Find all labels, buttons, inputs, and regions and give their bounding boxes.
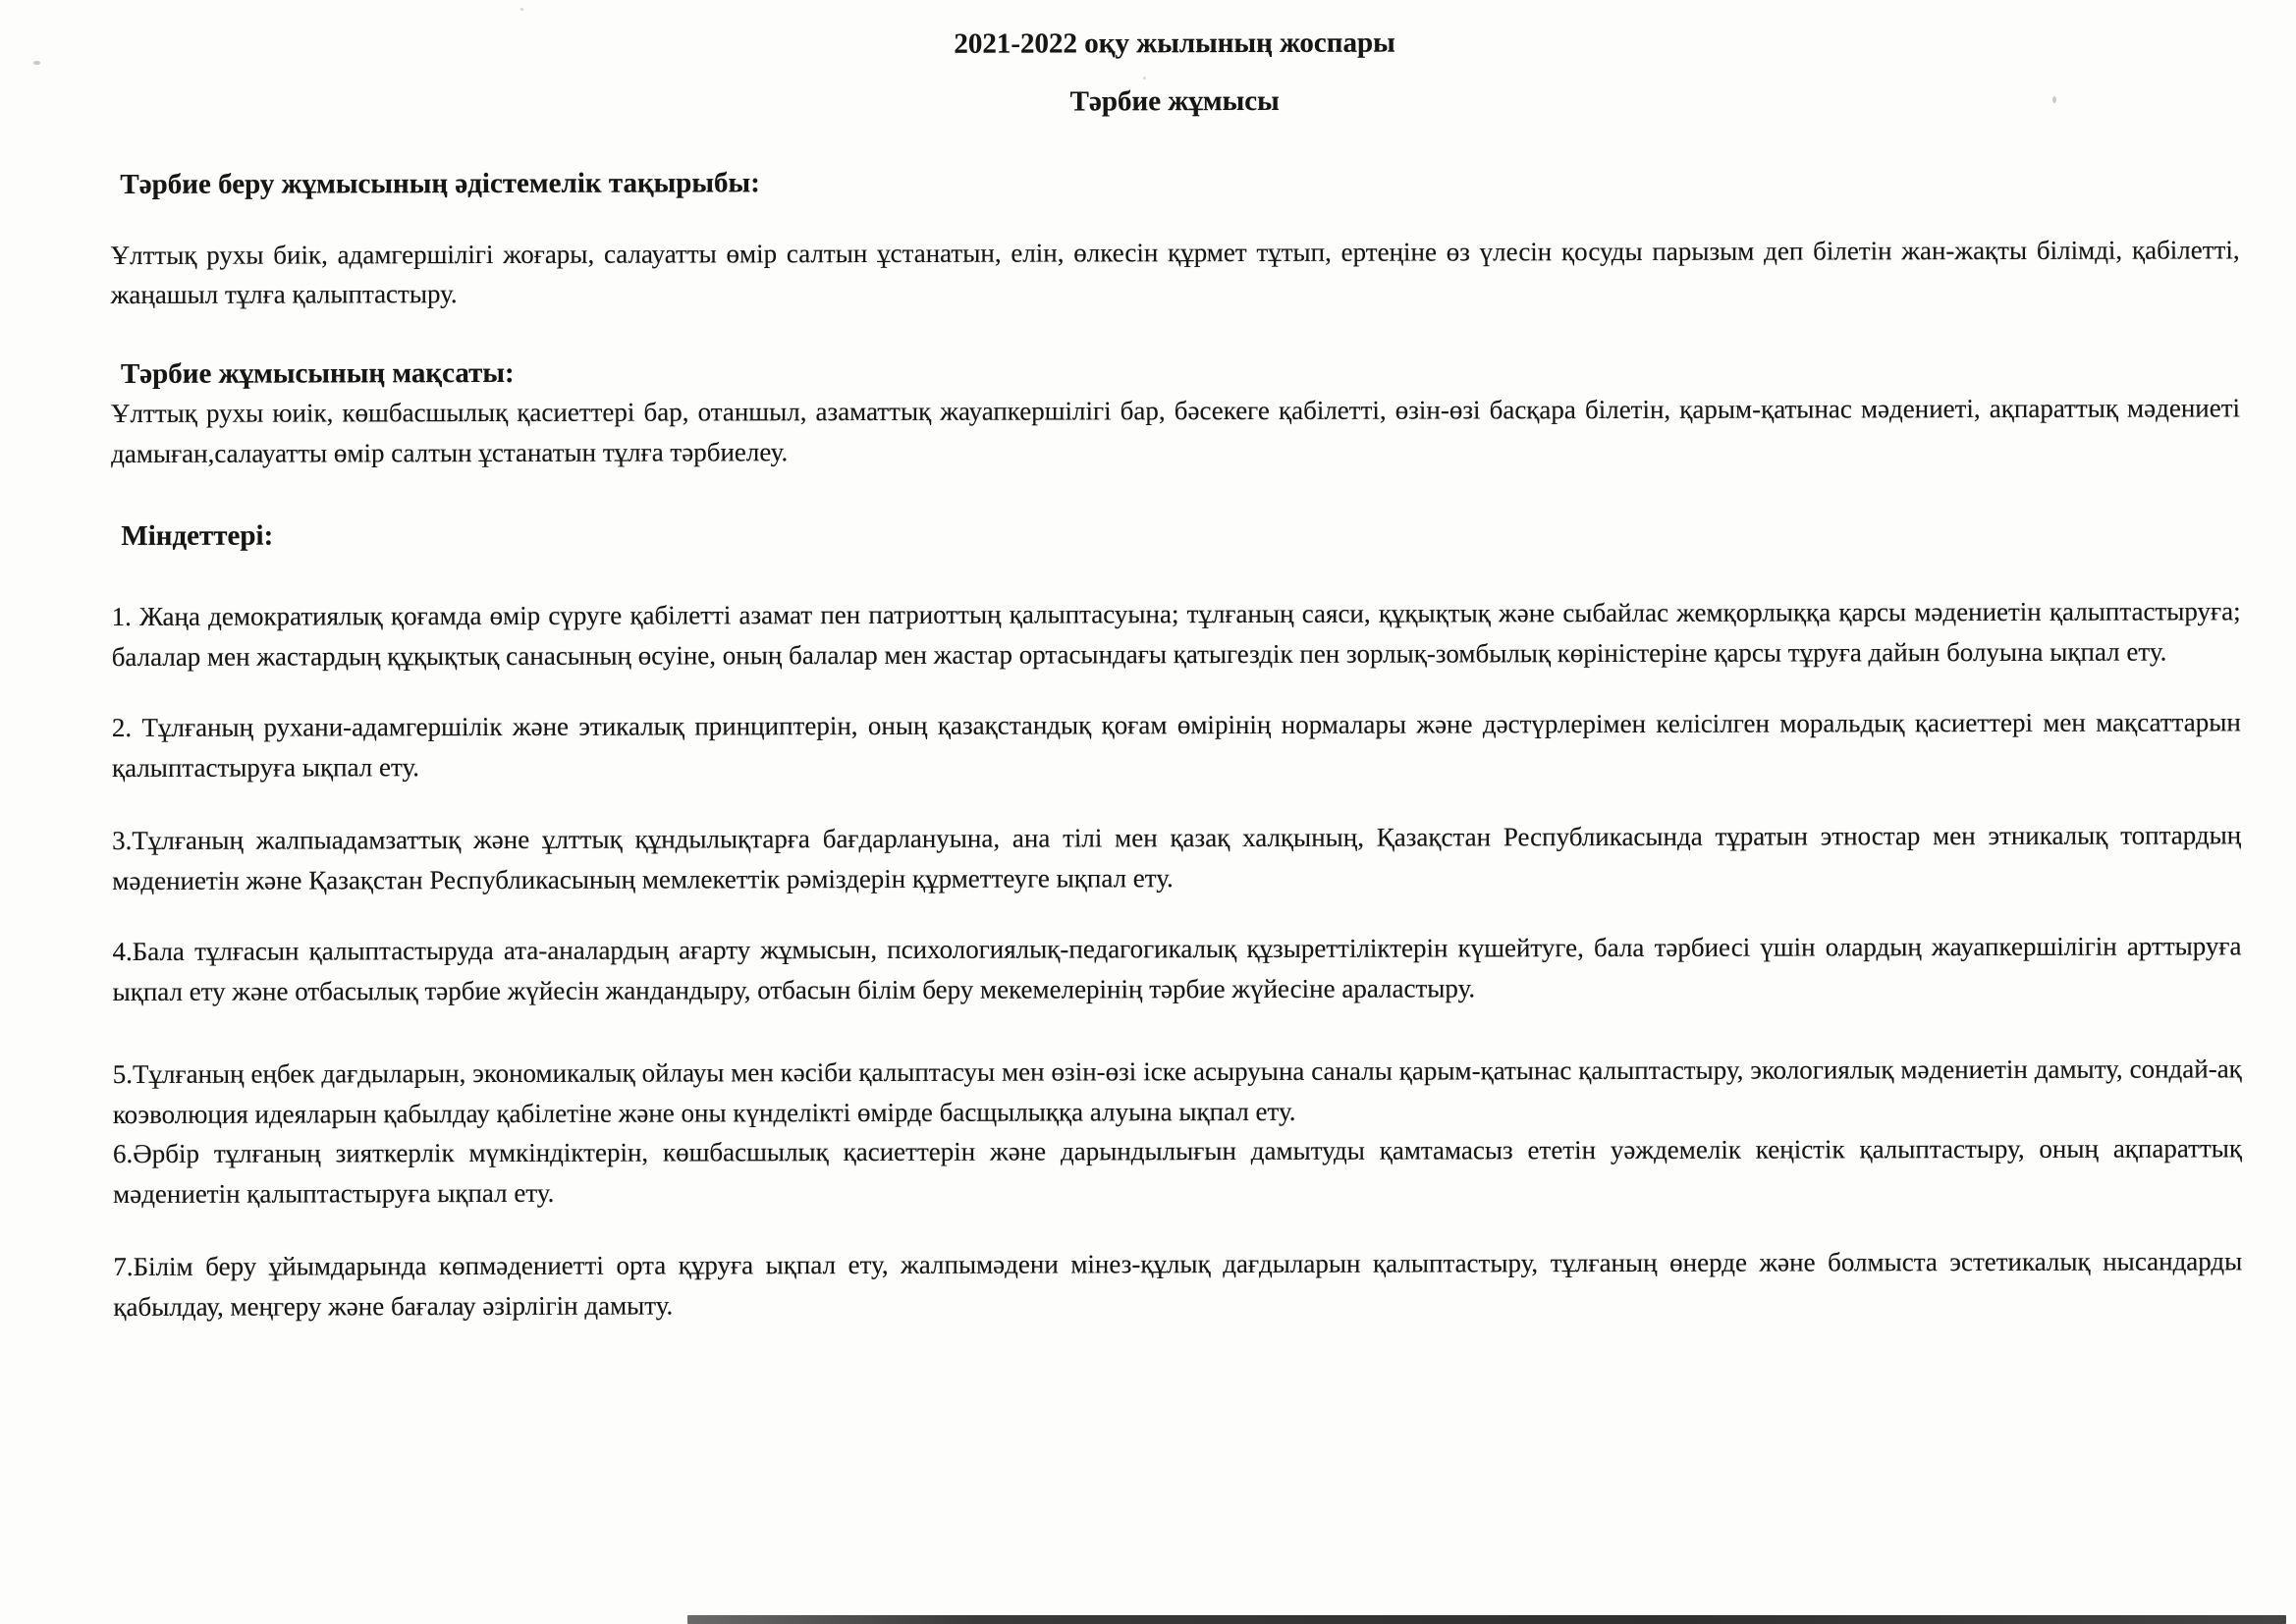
document-content bbox=[110, 24, 2242, 1326]
tasks-heading: Міндеттері: bbox=[121, 519, 274, 553]
task-item-6: 6.Әрбір тұлғаның зияткерлік мүмкіндіктерін, көшбасшылық қасиеттерін және дарындылығын дамытуды қамтамасыз ететін уәждемелік кеңістік қалыптастыру, оның ақпараттық мәдениетін қалыптастыруға ықпал ету. bbox=[112, 1133, 2243, 1209]
scan-speck-artifact bbox=[2052, 96, 2056, 103]
task-item-4: 4.Бала тұлғасын қалыптастыруда ата-аналардың ағарту жұмысын, психологиялық-педагогикалық құзыреттіліктерін күшейтуге, бала тәрбиесі үшін олардың жауапкершілігін арттыруға ықпал ету және отбасылық тәрбие жүйесін жандандыру, отбасын білім беру мекемелерінің тәрбие жүйесіне араластыру. bbox=[112, 931, 2242, 1006]
task-item-5: 5.Тұлғаның еңбек дағдыларын, экономикалық ойлауы мен кәсіби қалыптасуы мен өзін-өзі іске асыруына саналы қарым-қатынас қалыптастыру, экологиялық мәдениетін дамыту, сондай-ақ коэволюция идеяларын қабылдау қабілетіне және оны күнделікті өмірде басщылыққа алуына ықпал ету. bbox=[112, 1054, 2242, 1129]
section-heading-goal: Тәрбие жұмысының мақсаты: bbox=[120, 356, 515, 390]
scan-speck-artifact bbox=[520, 8, 523, 11]
scan-speck-artifact bbox=[1143, 77, 1146, 80]
scan-speck-artifact bbox=[33, 61, 40, 65]
page-title: 2021-2022 оқу жылының жоспары bbox=[954, 27, 1395, 60]
task-item-7: 7.Білім беру ұйымдарында көпмәдениетті орта құруға ықпал ету, жалпымәдени мінез-құлық дағдыларын қалыптастыру, тұлғаның өнерде және болмыста эстетикалық нысандарды қабылдау, меңгеру және бағалау әзірлігін дамыту. bbox=[113, 1246, 2243, 1322]
task-item-2: 2. Тұлғаның рухани-адамгершілік және этикалық принциптерін, оның қазақстандық қоғам өмірінің нормалары және дәстүрлерімен келісілген моральдық қасиеттері мен мақсаттарын қалыптастыруға ықпал ету. bbox=[111, 707, 2241, 783]
task-item-1: 1. Жаңа демократиялық қоғамда өмір сүруге қабілетті азамат пен патриоттың қалыптасуына; тұлғаның саяси, құқықтық және сыбайлас жемқорлыққа қарсы мәдениетін қалыптастыруға; балалар мен жастардың құқықтық санасының өсуіне, оның балалар мен жастар ортасындағы қатыгездік пен зорлық-зомбылық көріністеріне қарсы тұруға дайын болуына ықпал ету. bbox=[111, 596, 2241, 672]
scan-edge-artifact bbox=[687, 1615, 2286, 1624]
section-heading-methodical-theme: Тәрбие беру жұмысының әдістемелік тақырыбы: bbox=[120, 166, 760, 200]
section-body-goal: Ұлттық рухы юиік, көшбасшылық қасиеттері бар, отаншыл, азаматтық жауапкершілігі бар, бәсекеге қабілетті, өзін-өзі басқара білетін, қарым-қатынас мәдениеті, ақпараттық мәдениеті дамыған,салауатты өмір салтын ұстанатын тұлға тәрбиелеу. bbox=[110, 393, 2241, 468]
task-item-3: 3.Тұлғаның жалпыадамзаттық және ұлттық құндылықтарға бағдарлануына, ана тілі мен қазақ халқының, Қазақстан Республикасында тұратын этностар мен этникалық топтардың мәдениетін және Қазақстан Республикасының мемлекеттік рәміздерін құрметтеуге ықпал ету. bbox=[112, 820, 2242, 895]
section-body-methodical-theme: Ұлттық рухы биік, адамгершілігі жоғары, салауатты өмір салтын ұстанатын, елін, өлкесін құрмет тұтып, ертеңіне өз үлесін қосуды парызым деп білетін жан-жақты білімді, қабілетті, жаңашыл тұлға қалыптастыру. bbox=[110, 235, 2240, 310]
page-subtitle: Тәрбие жұмысы bbox=[1069, 84, 1280, 118]
